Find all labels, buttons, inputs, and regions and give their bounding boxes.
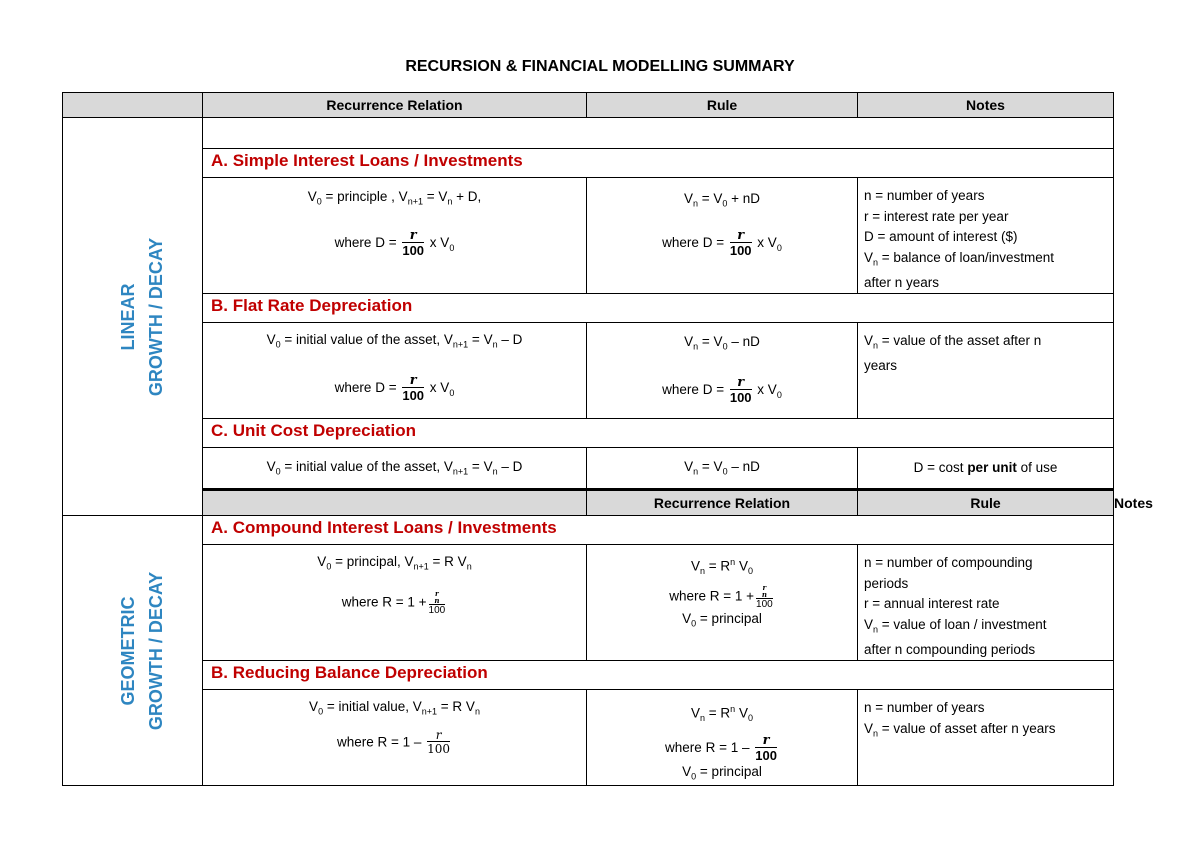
section-title: B. Reducing Balance Depreciation	[203, 661, 1114, 690]
section-unit-cost	[63, 419, 1114, 448]
linear-header-row	[63, 93, 1114, 118]
section-compound-interest	[63, 516, 1114, 545]
rule-cell: $V_n = R^n$ $V_0$ where R = 1 + r n 100 $V_0$ = principal	[587, 545, 858, 661]
compound-interest-row	[63, 545, 1114, 661]
section-title: B. Flat Rate Depreciation	[203, 294, 1114, 323]
notes-cell: n = number of years r = interest rate per year D = amount of interest ($) $V_n$ = balance of loan/investment after n years	[858, 178, 1114, 294]
geometric-label: GEOMETRIC	[118, 596, 139, 706]
flat-rate-row	[63, 323, 1114, 419]
header-recurrence: Recurrence Relation	[587, 490, 858, 516]
rule-cell: $V_n = V_0$ + nD where D = $\frac{r}{100}$ x $V_0$	[587, 178, 858, 294]
geometric-side-label	[63, 516, 203, 786]
section-reducing-balance	[63, 661, 1114, 690]
recurrence-cell: $V_0$ = principal, $V_{n+1} = R$ $V_n$ where R = 1 + r n 100	[203, 545, 587, 661]
linear-side-label	[63, 118, 203, 516]
linear-sublabel: GROWTH / DECAY	[146, 237, 167, 396]
rule-cell: $V_n = V_0$ – nD where D = $\frac{r}{100}$ x $V_0$	[587, 323, 858, 419]
header-blank	[63, 93, 203, 118]
header-rule: Rule	[858, 490, 1114, 516]
recurrence-cell: $V_0$ = principle , $V_{n+1} = V_n + D$, where D = $\frac{r}{100}$ x $V_0$	[203, 178, 587, 294]
header-recurrence: Recurrence Relation	[203, 93, 587, 118]
reducing-balance-row	[63, 690, 1114, 786]
header-blank	[203, 490, 587, 516]
notes-cell: $V_n$ = value of the asset after n years	[858, 323, 1114, 419]
geometric-header-row: Recurrence Relation Rule Notes	[63, 490, 1114, 516]
section-title: C. Unit Cost Depreciation	[203, 419, 1114, 448]
unit-cost-row	[63, 448, 1114, 490]
header-notes: Notes	[858, 93, 1114, 118]
section-title: A. Simple Interest Loans / Investments	[203, 149, 1114, 178]
recurrence-cell: $V_0$ = initial value, $V_{n+1} = R$ $V_n$ where R = 1 – $\frac{r}{100}$	[203, 690, 587, 786]
rule-cell: $V_n = R^n$ $V_0$ where R = 1 – $\frac{r}{100}$ $V_0$ = principal	[587, 690, 858, 786]
rule-cell: $V_n = V_0$ – nD	[587, 448, 858, 490]
notes-cell: n = number of years $V_n$ = value of asset after n years	[858, 690, 1114, 786]
notes-cell: D = cost per unit of use	[858, 448, 1114, 490]
notes-cell: n = number of compounding periods r = annual interest rate $V_n$ = value of loan / investment after n compounding periods	[858, 545, 1114, 661]
header-rule: Rule	[587, 93, 858, 118]
recurrence-cell: $V_0$ = initial value of the asset, $V_{n+1} = V_n - D$ where D = $\frac{r}{100}$ x $V_0$	[203, 323, 587, 419]
linear-spacer-row	[63, 118, 1114, 149]
recurrence-cell: $V_0$ = initial value of the asset, $V_{n+1} = V_n - D$	[203, 448, 587, 490]
section-simple-interest	[63, 149, 1114, 178]
summary-table	[62, 92, 1153, 786]
section-title: A. Compound Interest Loans / Investments	[203, 516, 1114, 545]
page-title: RECURSION & FINANCIAL MODELLING SUMMARY	[405, 58, 795, 75]
geometric-sublabel: GROWTH / DECAY	[146, 571, 167, 730]
section-flat-rate	[63, 294, 1114, 323]
linear-label: LINEAR	[118, 283, 139, 351]
simple-interest-row	[63, 178, 1114, 294]
